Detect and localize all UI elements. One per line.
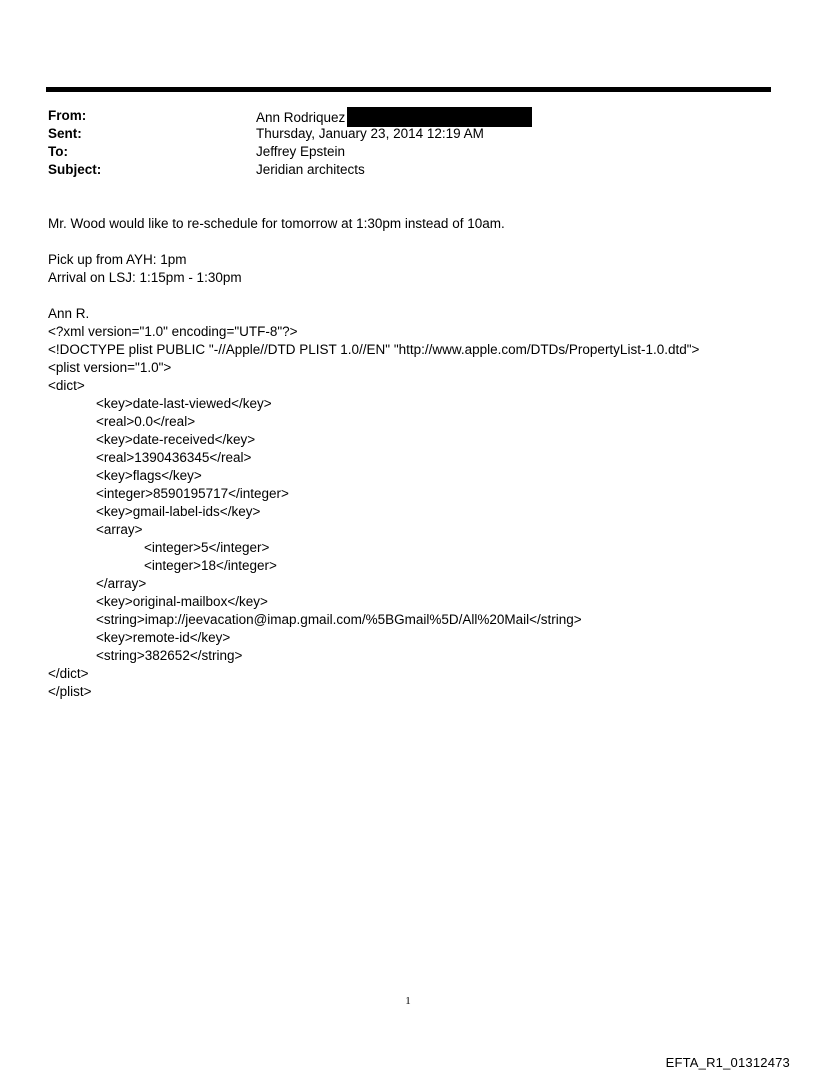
to-value: Jeffrey Epstein	[256, 144, 346, 159]
plist-line: </plist>	[48, 684, 92, 699]
from-value	[256, 107, 532, 127]
redaction-block	[347, 107, 532, 127]
plist-line: </dict>	[48, 666, 89, 681]
plist-line: <integer>8590195717</integer>	[96, 486, 289, 501]
plist-line: <integer>5</integer>	[144, 540, 270, 555]
to-row	[48, 143, 768, 161]
signature: Ann R.	[48, 306, 90, 321]
header-divider	[46, 87, 771, 92]
page-number: 1	[405, 995, 411, 1007]
sender-name: Ann Rodriquez	[256, 110, 346, 125]
sent-label: Sent:	[48, 126, 82, 141]
email-header	[48, 107, 768, 179]
plist-line: <real>0.0</real>	[96, 414, 196, 429]
plist-line: <dict>	[48, 378, 85, 393]
subject-value: Jeridian architects	[256, 162, 365, 177]
plist-line: </array>	[96, 576, 147, 591]
plist-line: <?xml version="1.0" encoding="UTF-8"?>	[48, 324, 298, 339]
plist-line: <string>382652</string>	[96, 648, 243, 663]
plist-line: <key>original-mailbox</key>	[96, 594, 268, 609]
plist-line: <!DOCTYPE plist PUBLIC "-//Apple//DTD PLIST 1.0//EN" "http://www.apple.com/DTDs/PropertyList-1.0.dtd">	[48, 342, 700, 357]
bates-number: EFTA_R1_01312473	[665, 1055, 790, 1070]
body-line: Pick up from AYH: 1pm	[48, 252, 187, 267]
email-body	[48, 215, 788, 701]
plist-line: <real>1390436345</real>	[96, 450, 252, 465]
to-label: To:	[48, 144, 68, 159]
spacer	[48, 233, 788, 251]
plist-line: <key>date-last-viewed</key>	[96, 396, 272, 411]
plist-line: <key>gmail-label-ids</key>	[96, 504, 261, 519]
subject-row	[48, 161, 768, 179]
plist-line: <array>	[96, 522, 143, 537]
spacer	[48, 287, 788, 305]
plist-line: <plist version="1.0">	[48, 360, 172, 375]
sent-value: Thursday, January 23, 2014 12:19 AM	[256, 126, 484, 141]
plist-line: <integer>18</integer>	[144, 558, 277, 573]
body-line: Arrival on LSJ: 1:15pm - 1:30pm	[48, 270, 242, 285]
body-line: Mr. Wood would like to re-schedule for tomorrow at 1:30pm instead of 10am.	[48, 216, 505, 231]
plist-line: <string>imap://jeevacation@imap.gmail.com/%5BGmail%5D/All%20Mail</string>	[96, 612, 582, 627]
plist-line: <key>remote-id</key>	[96, 630, 231, 645]
sent-row	[48, 125, 768, 143]
from-label: From:	[48, 108, 87, 123]
from-row	[48, 107, 768, 125]
subject-label: Subject:	[48, 162, 102, 177]
plist-line: <key>date-received</key>	[96, 432, 256, 447]
plist-line: <key>flags</key>	[96, 468, 202, 483]
